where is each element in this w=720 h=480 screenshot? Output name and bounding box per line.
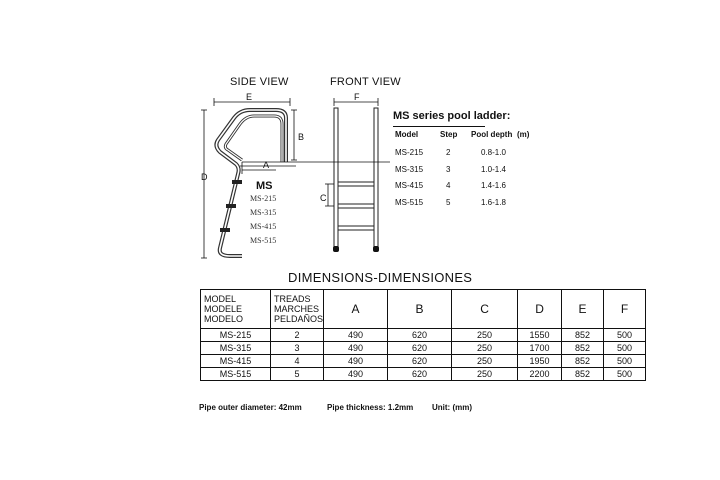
header-treads bbox=[271, 290, 324, 329]
spec-header-step: Step bbox=[440, 130, 458, 139]
spec-row-2-model: MS-315 bbox=[395, 165, 424, 174]
cell-e: 852 bbox=[562, 355, 604, 368]
spec-header-depth: Pool depth bbox=[471, 130, 513, 139]
spec-title: MS series pool ladder: bbox=[393, 110, 511, 122]
cell-f: 500 bbox=[604, 355, 646, 368]
cell-treads: 3 bbox=[271, 342, 324, 355]
spec-row-4-depth: 1.6-1.8 bbox=[481, 198, 506, 207]
dim-label-e: E bbox=[246, 92, 253, 102]
side-view-title: SIDE VIEW bbox=[230, 76, 289, 88]
dim-label-d: D bbox=[201, 172, 208, 182]
cell-c: 250 bbox=[452, 355, 518, 368]
cell-f: 500 bbox=[604, 368, 646, 381]
header-model bbox=[201, 290, 271, 329]
cell-f: 500 bbox=[604, 329, 646, 342]
spec-row-3-depth: 1.4-1.6 bbox=[481, 181, 506, 190]
cell-e: 852 bbox=[562, 368, 604, 381]
cell-d: 1700 bbox=[518, 342, 562, 355]
cell-b: 620 bbox=[388, 368, 452, 381]
spec-row-1-depth: 0.8-1.0 bbox=[481, 148, 506, 157]
cell-treads: 4 bbox=[271, 355, 324, 368]
table-row bbox=[201, 342, 646, 355]
cell-model: MS-515 bbox=[201, 368, 271, 381]
header-model-fr: MODELE bbox=[204, 304, 243, 314]
cell-a: 490 bbox=[324, 355, 388, 368]
cell-d: 1550 bbox=[518, 329, 562, 342]
unit-note: Unit: (mm) bbox=[432, 403, 472, 412]
header-c: C bbox=[452, 290, 518, 329]
header-model-en: MODEL bbox=[204, 294, 237, 304]
header-b: B bbox=[388, 290, 452, 329]
cell-treads: 2 bbox=[271, 329, 324, 342]
spec-header-unit: (m) bbox=[517, 130, 530, 139]
side-model-4: MS-515 bbox=[250, 236, 277, 245]
cell-e: 852 bbox=[562, 342, 604, 355]
spec-row-3-model: MS-415 bbox=[395, 181, 424, 190]
table-row bbox=[201, 355, 646, 368]
dim-label-c: C bbox=[320, 193, 327, 203]
header-treads-es: PELDAÑOS bbox=[274, 314, 324, 324]
header-e: E bbox=[562, 290, 604, 329]
side-model-1: MS-215 bbox=[250, 194, 277, 203]
pipe-diameter-note: Pipe outer diameter: 42mm bbox=[199, 403, 302, 412]
cell-b: 620 bbox=[388, 355, 452, 368]
dim-label-f: F bbox=[354, 92, 360, 102]
spec-row-4-step: 5 bbox=[446, 198, 451, 207]
spec-row-2-depth: 1.0-1.4 bbox=[481, 165, 506, 174]
spec-row-1-model: MS-215 bbox=[395, 148, 424, 157]
spec-row-1-step: 2 bbox=[446, 148, 451, 157]
header-f: F bbox=[604, 290, 646, 329]
dimensions-title: DIMENSIONS-DIMENSIONES bbox=[288, 270, 473, 285]
cell-d: 2200 bbox=[518, 368, 562, 381]
dim-label-b: B bbox=[298, 132, 305, 142]
cell-d: 1950 bbox=[518, 355, 562, 368]
header-model-es: MODELO bbox=[204, 314, 244, 324]
dim-label-a: A bbox=[263, 160, 270, 170]
side-model-3: MS-415 bbox=[250, 222, 277, 231]
cell-model: MS-415 bbox=[201, 355, 271, 368]
header-a: A bbox=[324, 290, 388, 329]
header-treads-fr: MARCHES bbox=[274, 304, 320, 314]
cell-a: 490 bbox=[324, 342, 388, 355]
spec-header-model: Model bbox=[395, 130, 419, 139]
table-header-row bbox=[201, 290, 646, 329]
cell-f: 500 bbox=[604, 342, 646, 355]
cell-model: MS-315 bbox=[201, 342, 271, 355]
table-row bbox=[201, 329, 646, 342]
spec-title-underline bbox=[393, 126, 485, 127]
cell-treads: 5 bbox=[271, 368, 324, 381]
header-d: D bbox=[518, 290, 562, 329]
cell-a: 490 bbox=[324, 329, 388, 342]
cell-model: MS-215 bbox=[201, 329, 271, 342]
header-treads-en: TREADS bbox=[274, 294, 311, 304]
spec-row-3-step: 4 bbox=[446, 181, 451, 190]
cell-c: 250 bbox=[452, 368, 518, 381]
dimensions-table bbox=[200, 289, 646, 381]
cell-e: 852 bbox=[562, 329, 604, 342]
front-view-drawing bbox=[310, 88, 390, 268]
cell-a: 490 bbox=[324, 368, 388, 381]
side-ms-label: MS bbox=[256, 180, 273, 192]
front-view-title: FRONT VIEW bbox=[330, 76, 401, 88]
cell-c: 250 bbox=[452, 329, 518, 342]
spec-row-2-step: 3 bbox=[446, 165, 451, 174]
spec-row-4-model: MS-515 bbox=[395, 198, 424, 207]
pipe-thickness-note: Pipe thickness: 1.2mm bbox=[327, 403, 414, 412]
cell-b: 620 bbox=[388, 342, 452, 355]
cell-c: 250 bbox=[452, 342, 518, 355]
cell-b: 620 bbox=[388, 329, 452, 342]
table-row bbox=[201, 368, 646, 381]
side-model-2: MS-315 bbox=[250, 208, 277, 217]
